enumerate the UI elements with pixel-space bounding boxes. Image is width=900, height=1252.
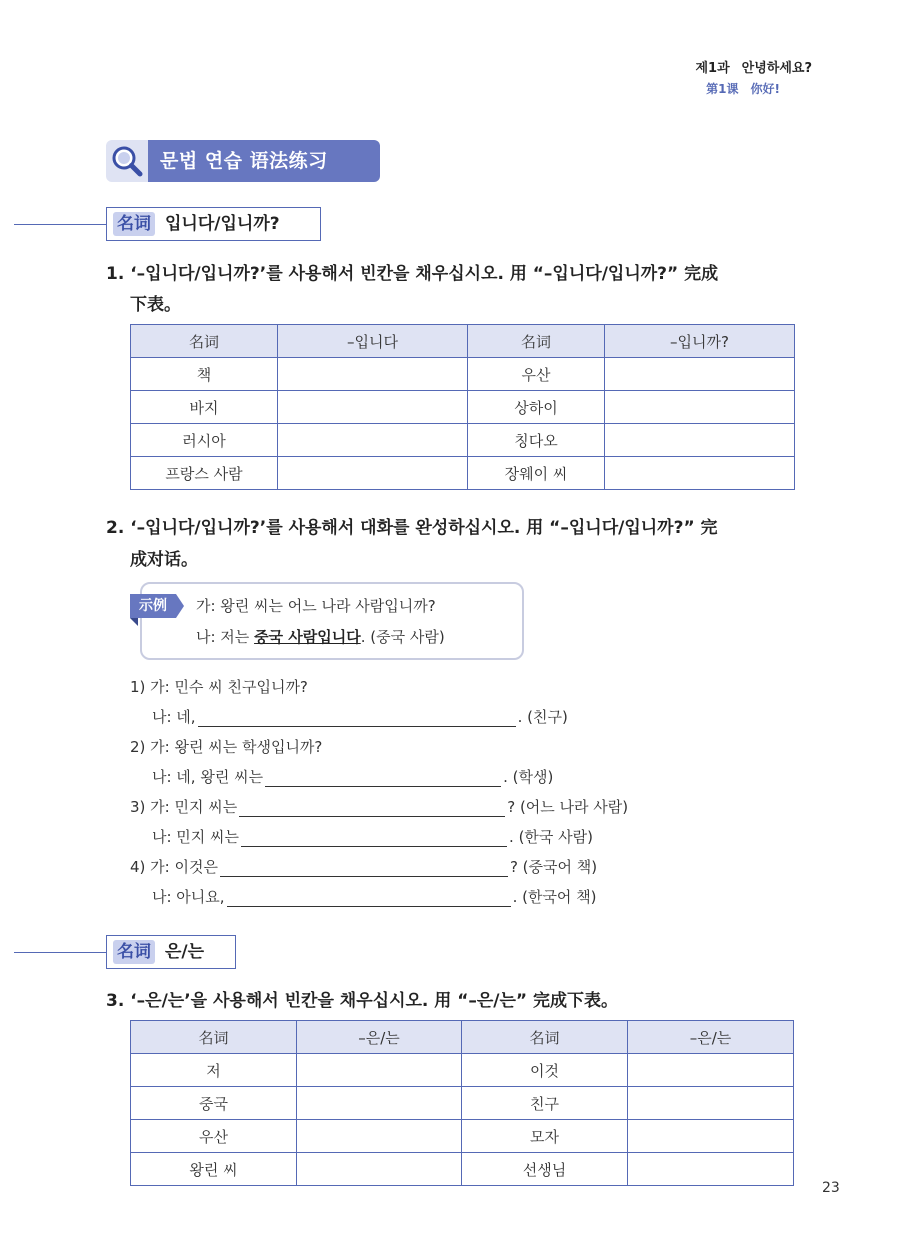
answer-blank[interactable] xyxy=(239,800,505,817)
question-1-line-1: 1. ‘–입니다/입니까?’를 사용해서 빈칸을 채우십시오. 用 “–입니다/입니까?” 完成 xyxy=(106,264,719,284)
pattern-header-2 xyxy=(106,935,236,969)
noun-cell: 바지 xyxy=(131,391,278,424)
lesson-title-zh: 你好! xyxy=(750,82,780,96)
answer-cell[interactable] xyxy=(278,391,468,424)
table-header: –입니까? xyxy=(605,325,795,358)
pattern-rule xyxy=(14,952,106,953)
dialogue-hint: ? (어느 나라 사람) xyxy=(507,798,629,816)
tag-fold-shape xyxy=(130,618,138,626)
magnifier-icon xyxy=(106,140,148,182)
answer-cell[interactable] xyxy=(605,391,795,424)
dialogue-text: 3) 가: 민지 씨는 xyxy=(130,798,238,816)
dialogue-text: 나: 네, 왕린 씨는 xyxy=(152,768,264,786)
table-3 xyxy=(130,1020,794,1186)
answer-blank[interactable] xyxy=(241,830,507,847)
answer-cell[interactable] xyxy=(278,457,468,490)
dialogue-hint: . (친구) xyxy=(517,708,568,726)
table-header: 名词 xyxy=(462,1021,628,1054)
answer-cell[interactable] xyxy=(628,1087,794,1120)
example-line-2 xyxy=(196,626,445,647)
lesson-title-ko: 안녕하세요? xyxy=(741,61,812,76)
table-row xyxy=(131,391,795,424)
table-header: –은/는 xyxy=(628,1021,794,1054)
table-row xyxy=(131,358,795,391)
answer-blank[interactable] xyxy=(220,860,508,877)
section-title: 문법 연습 语法练习 xyxy=(148,140,380,182)
table-row xyxy=(131,1087,794,1120)
table-header: –은/는 xyxy=(297,1021,462,1054)
noun-cell: 책 xyxy=(131,358,278,391)
noun-cell: 저 xyxy=(131,1054,297,1087)
noun-cell: 프랑스 사람 xyxy=(131,457,278,490)
answer-cell[interactable] xyxy=(297,1120,462,1153)
dialogue-text: 1) 가: 민수 씨 친구입니까? xyxy=(130,678,308,696)
table-header: 名词 xyxy=(131,325,278,358)
question-1-line-2: 下表。 xyxy=(130,295,181,315)
noun-cell: 친구 xyxy=(462,1087,628,1120)
dialogue-hint: . (한국어 책) xyxy=(512,888,597,906)
noun-cell: 상하이 xyxy=(468,391,605,424)
table-header: 名词 xyxy=(468,325,605,358)
dialogue-2-answer xyxy=(152,766,553,787)
pattern-text: 은/는 xyxy=(165,942,205,962)
lesson-number-ko: 제1과 xyxy=(695,61,730,76)
question-2-line-1: 2. ‘–입니다/입니까?’를 사용해서 대화를 완성하십시오. 用 “–입니다/입니까?” 完 xyxy=(106,518,718,538)
dialogue-4-question xyxy=(130,856,597,877)
dialogue-hint: . (학생) xyxy=(503,768,554,786)
example-suffix: . (중국 사람) xyxy=(360,628,445,646)
answer-blank[interactable] xyxy=(265,770,501,787)
answer-cell[interactable] xyxy=(628,1054,794,1087)
noun-cell: 선생님 xyxy=(462,1153,628,1186)
pattern-header-1 xyxy=(106,207,321,241)
dialogue-hint: ? (중국어 책) xyxy=(509,858,598,876)
noun-cell: 모자 xyxy=(462,1120,628,1153)
answer-cell[interactable] xyxy=(297,1087,462,1120)
table-header: 名词 xyxy=(131,1021,297,1054)
answer-cell[interactable] xyxy=(628,1120,794,1153)
section-banner xyxy=(106,140,380,182)
dialogue-hint: . (한국 사람) xyxy=(509,828,594,846)
table-row xyxy=(131,457,795,490)
answer-cell[interactable] xyxy=(628,1153,794,1186)
answer-cell[interactable] xyxy=(605,457,795,490)
example-tag xyxy=(130,594,182,618)
answer-cell[interactable] xyxy=(278,424,468,457)
dialogue-text: 나: 아니요, xyxy=(152,888,225,906)
dialogue-2-question xyxy=(130,736,322,757)
table-row xyxy=(131,1054,794,1087)
pattern-tag: 名词 xyxy=(113,212,155,236)
table-1 xyxy=(130,324,795,490)
dialogue-1-answer xyxy=(152,706,568,727)
running-header-korean xyxy=(695,57,812,76)
example-answer: 중국 사람입니다 xyxy=(254,628,361,646)
answer-blank[interactable] xyxy=(227,890,511,907)
table-row xyxy=(131,1153,794,1186)
answer-cell[interactable] xyxy=(297,1054,462,1087)
answer-cell[interactable] xyxy=(605,424,795,457)
answer-blank[interactable] xyxy=(198,710,516,727)
dialogue-3-answer xyxy=(152,826,593,847)
table-row xyxy=(131,424,795,457)
question-2-line-2: 成对话。 xyxy=(130,550,198,570)
noun-cell: 이것 xyxy=(462,1054,628,1087)
answer-cell[interactable] xyxy=(278,358,468,391)
noun-cell: 우산 xyxy=(131,1120,297,1153)
dialogue-text: 나: 민지 씨는 xyxy=(152,828,240,846)
page-number: 23 xyxy=(822,1180,840,1196)
example-box xyxy=(140,582,524,660)
answer-cell[interactable] xyxy=(605,358,795,391)
lesson-number-zh: 第1课 xyxy=(706,82,739,96)
dialogue-4-answer xyxy=(152,886,597,907)
noun-cell: 러시아 xyxy=(131,424,278,457)
dialogue-1-question xyxy=(130,676,308,697)
pattern-tag: 名词 xyxy=(113,940,155,964)
running-header-chinese xyxy=(706,80,780,97)
noun-cell: 장웨이 씨 xyxy=(468,457,605,490)
dialogue-3-question xyxy=(130,796,628,817)
question-3-line-1: 3. ‘–은/는’을 사용해서 빈칸을 채우십시오. 用 “–은/는” 完成下表。 xyxy=(106,991,619,1011)
table-header: –입니다 xyxy=(278,325,468,358)
example-prefix: 나: 저는 xyxy=(196,628,255,646)
dialogue-text: 4) 가: 이것은 xyxy=(130,858,218,876)
answer-cell[interactable] xyxy=(297,1153,462,1186)
example-tag-label: 示例 xyxy=(130,594,176,618)
noun-cell: 우산 xyxy=(468,358,605,391)
table-row xyxy=(131,1120,794,1153)
noun-cell: 중국 xyxy=(131,1087,297,1120)
noun-cell: 칭다오 xyxy=(468,424,605,457)
dialogue-text: 나: 네, xyxy=(152,708,196,726)
tag-arrow-shape xyxy=(176,594,184,618)
dialogue-text: 2) 가: 왕린 씨는 학생입니까? xyxy=(130,738,323,756)
pattern-rule xyxy=(14,224,106,225)
noun-cell: 왕린 씨 xyxy=(131,1153,297,1186)
example-line-1: 가: 왕린 씨는 어느 나라 사람입니까? xyxy=(196,597,436,615)
pattern-text: 입니다/입니까? xyxy=(165,214,280,234)
